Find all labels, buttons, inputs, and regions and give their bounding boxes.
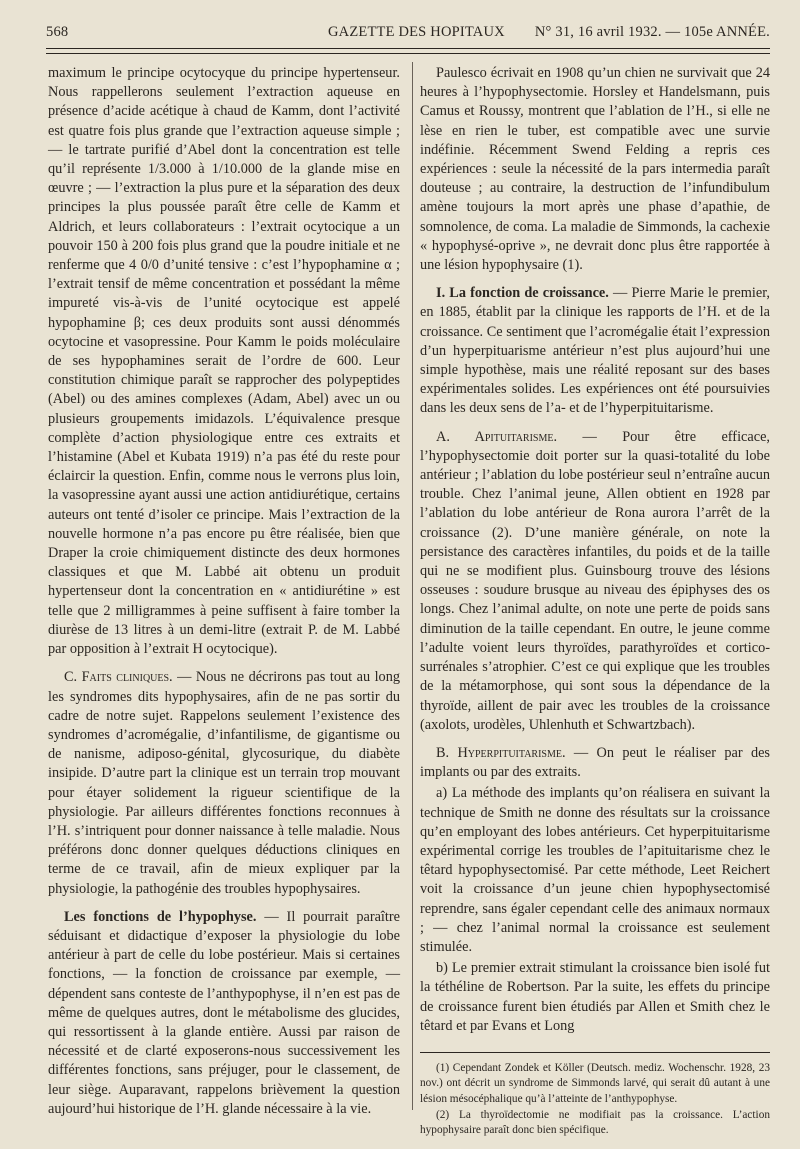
- paragraph: maximum le principe ocytocyque du principe hypertenseur. Nous rappellerons seulement l’extraction aqueuse en présence d’acide acétique à chaud de Kamm, dont l’activité est quatre fois plus grande que l’extraction aqueuse simple ; — le tartrate purifié d’Abel dont la concentration est telle qu’il représente 1/3.000 à 1/10.000 de la glande mise en œuvre ; — l’extraction la plus pure et la séparation des deux principes la plus poussée paraît être celle de Kamm et Aldrich, et leurs collaborateurs : l’extrait ocytocique a un pouvoir 150 à 200 fois plus grand que la poudre initiale et ne renferme que 4 0/0 d’unité tensive : c’est l’hypophamine α ; l’extrait tensif de même concentration et possédant la même impureté vis-à-vis de l’unité ocytocique est appelé hypophamine β; ces deux produits sont aussi dénommés ocytocine et vasopressine. Pour Kamm le poids moléculaire de ses hypophamines serait de l’ordre de 600. Leur constitution chimique paraît se rapprocher des polypeptides (Abel) ou des amines complexes (Adam, Abel) avec un ou plusieurs groupements imidazols. L’équivalence presque complète d’action physiologique entre ces extraits et l’histamine (Abel et Kubata 1919) n’a pas été du reste pour éclaircir la question. Enfin, comme nous le verrons plus loin, la vasopressine ayant aussi une action antidiurétique, certains auteurs ont tenté d’isoler ce principe. Mais l’extraction de la nouvelle hormone n’a pas encore pu être réalisée, bien que Draper la croie chimiquement distincte des deux hormones classiques et que M. Labbé ait obtenu un produit hypertenseur dont la concentration en « antidiurétine » est telle que 2 milligrammes à peine suffisent à faire tomber la diurèse de 13 litres à un demi-litre (extrait P. de M. Labbé par opposition à l’extrait H ocytocique).: [48, 65, 400, 658]
- section-label: A. Apituitarisme.: [436, 428, 558, 445]
- paragraph: [420, 744, 770, 782]
- section-text: — Pour être efficace, l’hypophysectomie doit porter sur la quasi-totalité du lobe antérieur ; l’ablation du lobe postérieur seul n’entraîne aucun trouble. Chez l’animal jeune, Allen obtient en 1928 par l’ablation du lobe antérieur de Rona aurora l’arrêt de la croissance (2). D’une manière générale, on note la persistance des caractères infantiles, du poids et de la taille qui ne se modifient plus. Guinsbourg trouve des lésions osseuses : soudure brusque au niveau des épiphyses des os longs. Chez l’animal adulte, on note une perte de poids sans diminution de la taille cependant. En outre, le jeune comme l’adulte voient leurs thyroïdes, parathyroïdes et cortico-surrénales s’atrophier. C’est ce qui explique que les troubles de la métamorphose, qui sont sous la dépendance de la thyroïde, aillent de pair avec les troubles de la croissance (axolots, urodèles, Uhlenhuth et Schwartzbach).: [420, 428, 770, 733]
- paragraph: Paulesco écrivait en 1908 qu’un chien ne survivait que 24 heures à l’hypophysectomie. Horsley et Handelsmann, puis Camus et Roussy, montrent que l’ablation de l’H., si elle ne lèse en rien le tuber, est compatible avec une survie indéfinie. Récemment Swend Felding a repris ces expériences : seule la nécessité de la pars intermedia paraît douteuse ; au contraire, la destruction de l’infundibulum amène toujours la mort après une phase d’apathie, de somnolence, de coma. La maladie de Simmonds, la cachexie « hypophysé-oprive », ne devrait donc plus être rapportée à une lésion hypophysaire (1).: [420, 65, 770, 274]
- paragraph: [420, 428, 770, 735]
- paragraph: [48, 908, 400, 1119]
- section-label: C. Faits cliniques.: [64, 669, 173, 686]
- journal-title: GAZETTE DES HOPITAUX: [328, 24, 505, 40]
- section-heading: I. La fonction de croissance.: [436, 285, 609, 302]
- left-column: [48, 64, 400, 1121]
- section-text: — Il pourrait paraître séduisant et didactique d’exposer la physiologie du lobe antérieur à part de celle du lobe postérieur. Mais si certaines fonctions, — la fonction de croissance par exemple, — dépendent sans conteste de l’anthypophyse, il n’en est pas de même de quelques autres, dont le métabolisme des glucides, qui ressortissent à la glande entière. Aussi par raison de nécessité et de clarté exposerons-nous successivement les différentes fonctions, sans préjuger, pour le classement, de leur siège. Auparavant, rappelons brièvement la question aujourd’hui historique de l’H. glande nécessaire à la vie.: [48, 908, 400, 1117]
- right-column: [420, 64, 770, 1139]
- header-rule-thin: [46, 53, 770, 54]
- footnotes: [420, 1061, 770, 1138]
- section-label: B. Hyperpituitarisme.: [436, 744, 566, 761]
- issue-date: N° 31, 16 avril 1932. — 105e ANNÉE.: [534, 24, 770, 40]
- section-heading: Les fonctions de l’hypophyse.: [64, 908, 257, 925]
- paragraph: [420, 284, 770, 418]
- section-text: — On peut le réaliser par des implants ou par des extraits.: [420, 744, 770, 781]
- section-text: — Nous ne décrirons pas tout au long les syndromes dits hypophysaires, afin de ne pas sortir du cadre de notre sujet. Rappelons seulement l’existence des syndromes d’acromégalie, d’infantilisme, de gigantisme ou de nanisme, adiposo-génital, glycosurique, du diabète insipide. D’autre part la clinique est un terrain trop mouvant pour étayer solidement la rigueur scientifique de la physiologie. Par ailleurs différentes fonctions reconnues à l’H. s’intriquent pour donner naissance à telle maladie. Nous préférons donc donner quelques déductions cliniques en terme de ce travail, afin de mieux expliquer par la physiologie, la pathogénie des troubles hypophysaires.: [48, 669, 401, 897]
- footnote: (2) La thyroïdectomie ne modifiait pas la croissance. L’action hypophysaire paraît donc bien spécifique.: [420, 1108, 770, 1137]
- footnote-rule: [420, 1052, 770, 1053]
- header-rule-thick: [46, 48, 770, 49]
- section-text: — Pierre Marie le premier, en 1885, établit par la clinique les rapports de l’H. et de la croissance. Ce sentiment que l’acromégalie était l’expression d’un hyperpituarisme antérieur n’est plus aujourd’hui une simple hypothèse, mais une réalité reposant sur des bases expérimentales solides. Les expériences ont été poursuivies dans les deux sens de l’a- et de l’hyperpituitarisme.: [420, 285, 770, 417]
- page-header: [46, 22, 770, 46]
- paragraph: [48, 668, 400, 898]
- footnote: (1) Cependant Zondek et Köller (Deutsch. mediz. Wochenschr. 1928, 23 nov.) ont décrit un syndrome de Simmonds larvé, qui serait dû autant à une lésion mésocéphalique qu’à l’atteinte de l’anthypophyse.: [420, 1061, 770, 1105]
- paragraph: b) Le premier extrait stimulant la croissance bien isolé fut la téthéline de Robertson. Par la suite, les effets du principe de croissance furent bien étudiés par Allen et Smith chez le têtard et par Evans et Long: [420, 960, 770, 1034]
- page-number: 568: [46, 24, 69, 40]
- paragraph: a) La méthode des implants qu’on réalisera en suivant la technique de Smith ne donne des résultats sur la croissance qu’en employant des lobes antérieurs. Cet hyperpituitarisme expérimental corrige les troubles de l’apituitarisme chez le têtard hypophysectomisé. Par cette méthode, Leet Reichert voit la croissance d’un jeune chien hypophysectomisé reprendre, sans égaler cependant celle des animaux normaux ; — chez l’animal normal la croissance est seulement stimulée.: [420, 785, 770, 955]
- column-divider: [412, 62, 413, 1110]
